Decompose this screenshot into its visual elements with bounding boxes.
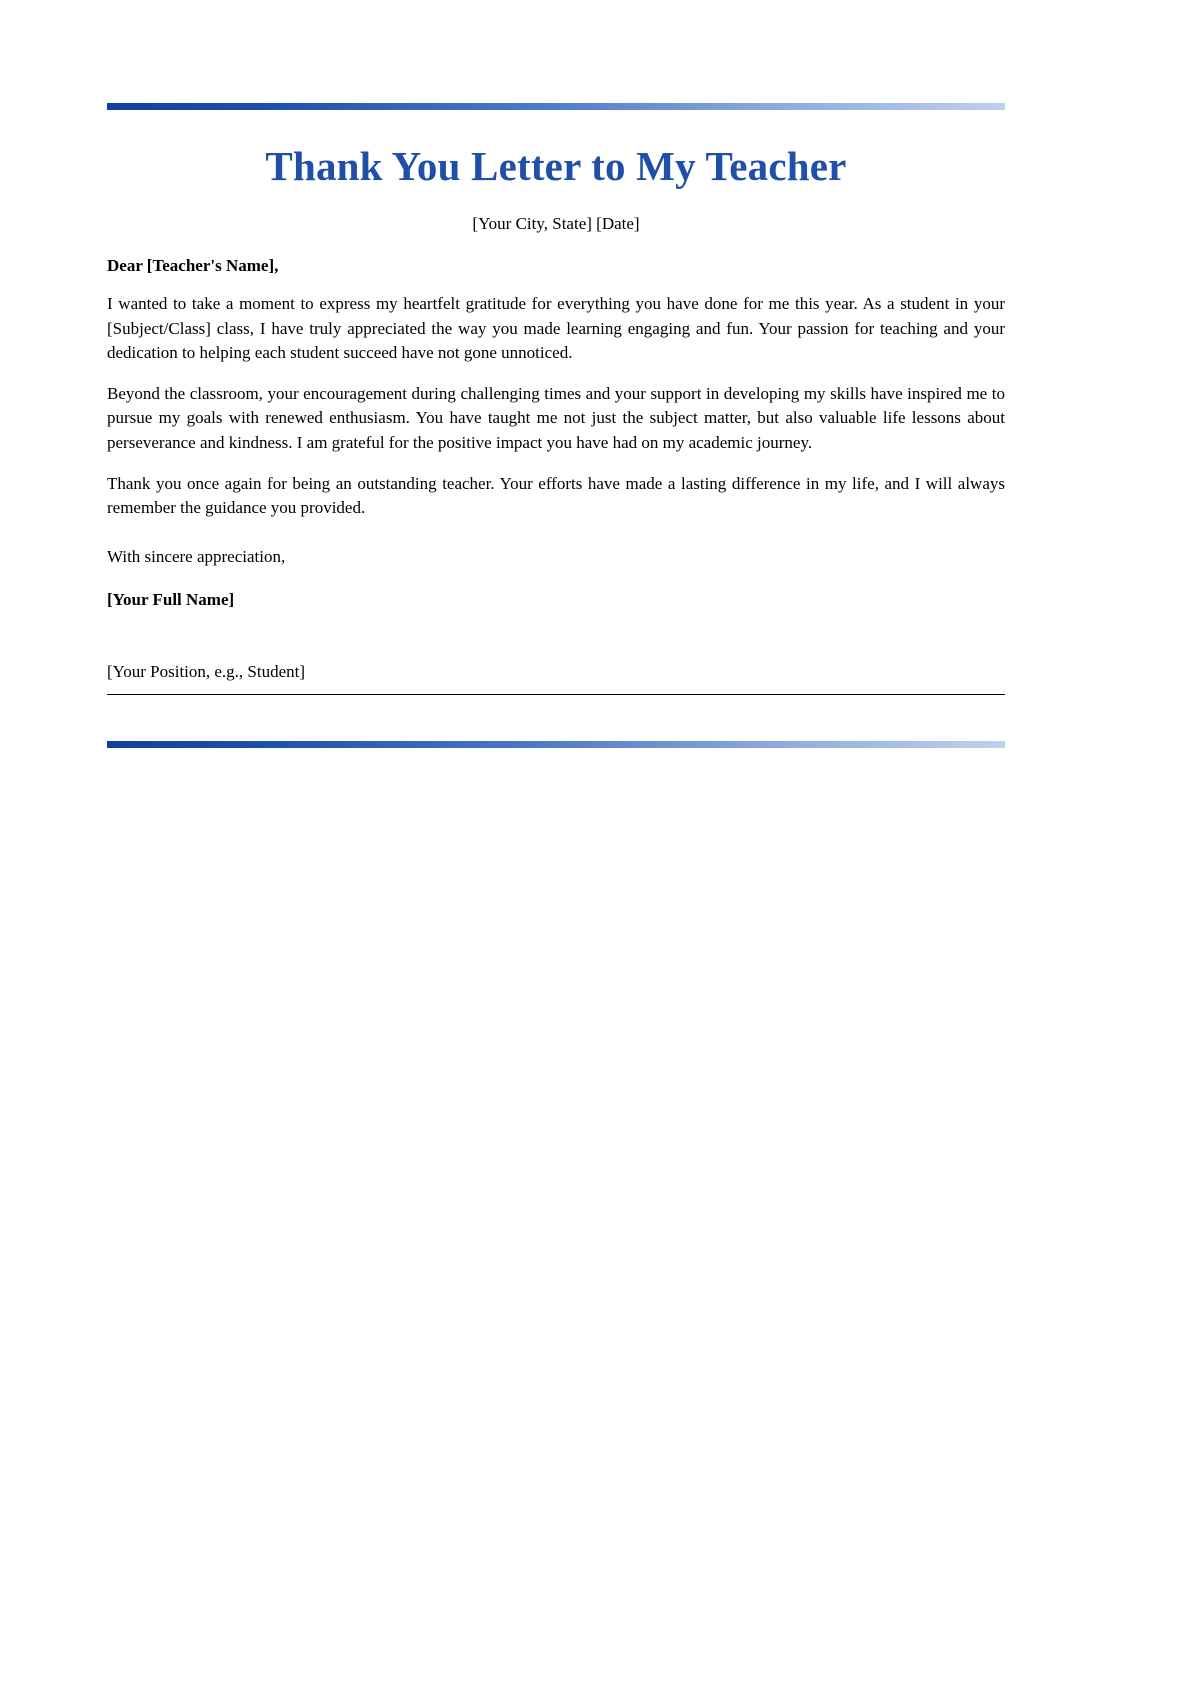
body-paragraph-3: Thank you once again for being an outstanding teacher. Your efforts have made a lasting difference in my life, and I will always remember the guidance you provided. xyxy=(107,473,1005,518)
dateline: [Your City, State] [Date] xyxy=(472,214,640,233)
body-paragraph-2: Beyond the classroom, your encouragement during challenging times and your support in developing my skills have inspired me to pursue my goals with renewed enthusiasm. You have taught me not just the subject matter, but also valuable life lessons about perseverance and kindness. I am grateful for the positive impact you have had on my academic journey. xyxy=(107,383,1005,452)
closing-line: With sincere appreciation, xyxy=(107,547,286,566)
top-gradient-rule xyxy=(107,103,1005,110)
salutation: Dear [Teacher's Name], xyxy=(107,256,279,275)
letter-body xyxy=(107,292,1005,521)
body-paragraph-1: I wanted to take a moment to express my heartfelt gratitude for everything you have done for me this year. As a student in your [Subject/Class] class, I have truly appreciated the way you made learning engaging and fun. Your passion for teaching and your dedication to helping each student succeed have not gone unnoticed. xyxy=(107,294,1005,363)
signature-name: [Your Full Name] xyxy=(107,590,235,609)
position-line: [Your Position, e.g., Student] xyxy=(107,660,1005,695)
page-title: Thank You Letter to My Teacher xyxy=(265,143,847,189)
bottom-gradient-rule xyxy=(107,741,1005,748)
